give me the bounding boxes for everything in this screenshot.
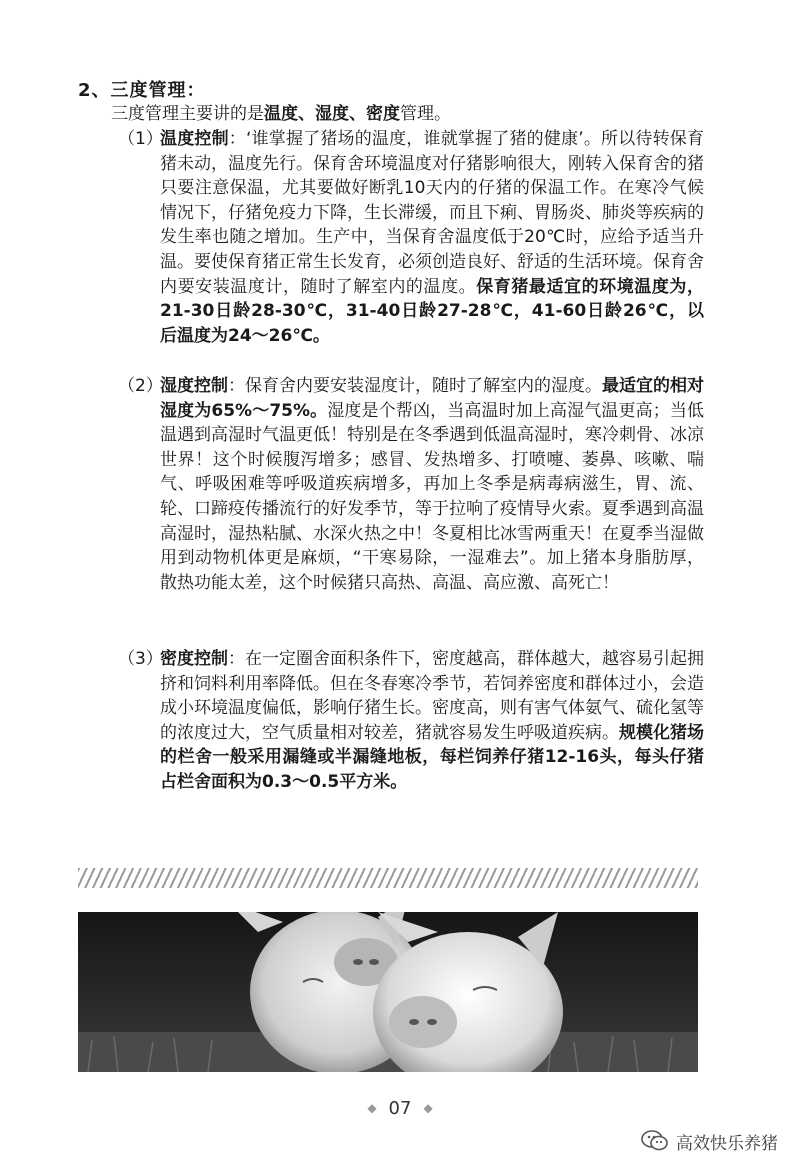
item-text: ：在一定圈舍面积条件下，密度越高，群体越大，越容易引起拥挤和饲料利用率降低。但在冬春寒冷季节，若饲养密度和群体过小，会造成小环境温度偏低，影响仔猪生长。密度高，则有害气体氨气、硫化氢等的浓度过大，空气质量相对较差，猪就容易发生呼吸道疾病。 — [160, 649, 704, 743]
item-bold-text: 保育猪最适宜的环境温度为，21-30日龄28-30℃，31-40日龄27-28℃，41-60日龄26℃，以后温度为24～26℃。 — [160, 276, 705, 346]
piglets-illustration — [78, 912, 698, 1072]
piglets-photo — [78, 912, 698, 1072]
watermark-text: 高效快乐养猪 — [676, 1133, 778, 1154]
page-number-row — [0, 1098, 800, 1119]
item-bold-text: 最适宜的相对湿度为65%～75%。 — [160, 376, 704, 421]
diamond-icon: ◆ — [367, 1101, 377, 1115]
section-intro — [111, 102, 711, 126]
intro-bold-terms: 温度、湿度、密度 — [264, 104, 400, 124]
section-heading: 2、三度管理： — [78, 80, 206, 101]
item-label: 温度控制 — [160, 129, 229, 149]
density-control-item — [118, 647, 704, 795]
item-number: （3） — [118, 649, 163, 669]
item-label: 湿度控制 — [160, 376, 228, 396]
hatched-divider — [78, 868, 698, 888]
item-bold-text: 规模化猪场的栏舍一般采用漏缝或半漏缝地板，每栏饲养仔猪12-16头，每头仔猪占栏舍面积为0.3～0.5平方米。 — [160, 722, 704, 792]
item-body — [160, 647, 704, 795]
wechat-watermark — [640, 1127, 778, 1155]
item-number: （1） — [118, 129, 163, 149]
intro-suffix: 管理。 — [400, 104, 451, 124]
item-body — [160, 374, 704, 595]
item-number: （2） — [118, 376, 163, 396]
humidity-control-item — [118, 374, 704, 595]
intro-prefix: 三度管理主要讲的是 — [111, 104, 264, 124]
item-text: ：‘谁掌握了猪场的温度，谁就掌握了猪的健康’。所以待转保育猪未动，温度先行。保育舍环境温度对仔猪影响很大，刚转入保育舍的猪只要注意保温，尤其要做好断乳10天内的仔猪的保温工作。在寒冷气候情况下，仔猪免疫力下降，生长滞缓，而且下痢、胃肠炎、肺炎等疾病的发生率也随之增加。生产中，当保育舍温度低于20℃时，应给予适当升温。要使保育猪正常生长发育，必须创造良好、舒适的生活环境。保育舍内要安装温度计，随时了解室内的温度。 — [160, 129, 705, 297]
temperature-control-item — [118, 127, 704, 348]
item-text: ：保育舍内要安装湿度计，随时了解室内的湿度。 — [228, 376, 602, 396]
item-tail-text: 湿度是个帮凶，当高温时加上高湿气温更高；当低温遇到高湿时气温更低！特别是在冬季遇到低温高湿时，寒冷刺骨、冰凉世界！这个时候腹泻增多；感冒、发热增多、打喷嚏、萎鼻、咳嗽、喘气、呼吸困难等呼吸道疾病增多，再加上冬季是病毒病滋生，胃、流、轮、口蹄疫传播流行的好发季节，等于拉响了疫情导火索。夏季遇到高温高湿时，湿热粘腻、水深火热之中！冬夏相比冰雪两重天！在夏季当湿做用到动物机体更是麻烦，“干寒易除，一湿难去”。加上猪本身脂肪厚，散热功能太差，这个时候猪只高热、高温、高应激、高死亡！ — [160, 400, 705, 593]
item-body — [160, 127, 704, 348]
page-number: 07 — [388, 1098, 412, 1119]
item-label: 密度控制 — [160, 649, 228, 669]
wechat-icon — [640, 1128, 670, 1154]
diamond-icon: ◆ — [423, 1101, 433, 1115]
